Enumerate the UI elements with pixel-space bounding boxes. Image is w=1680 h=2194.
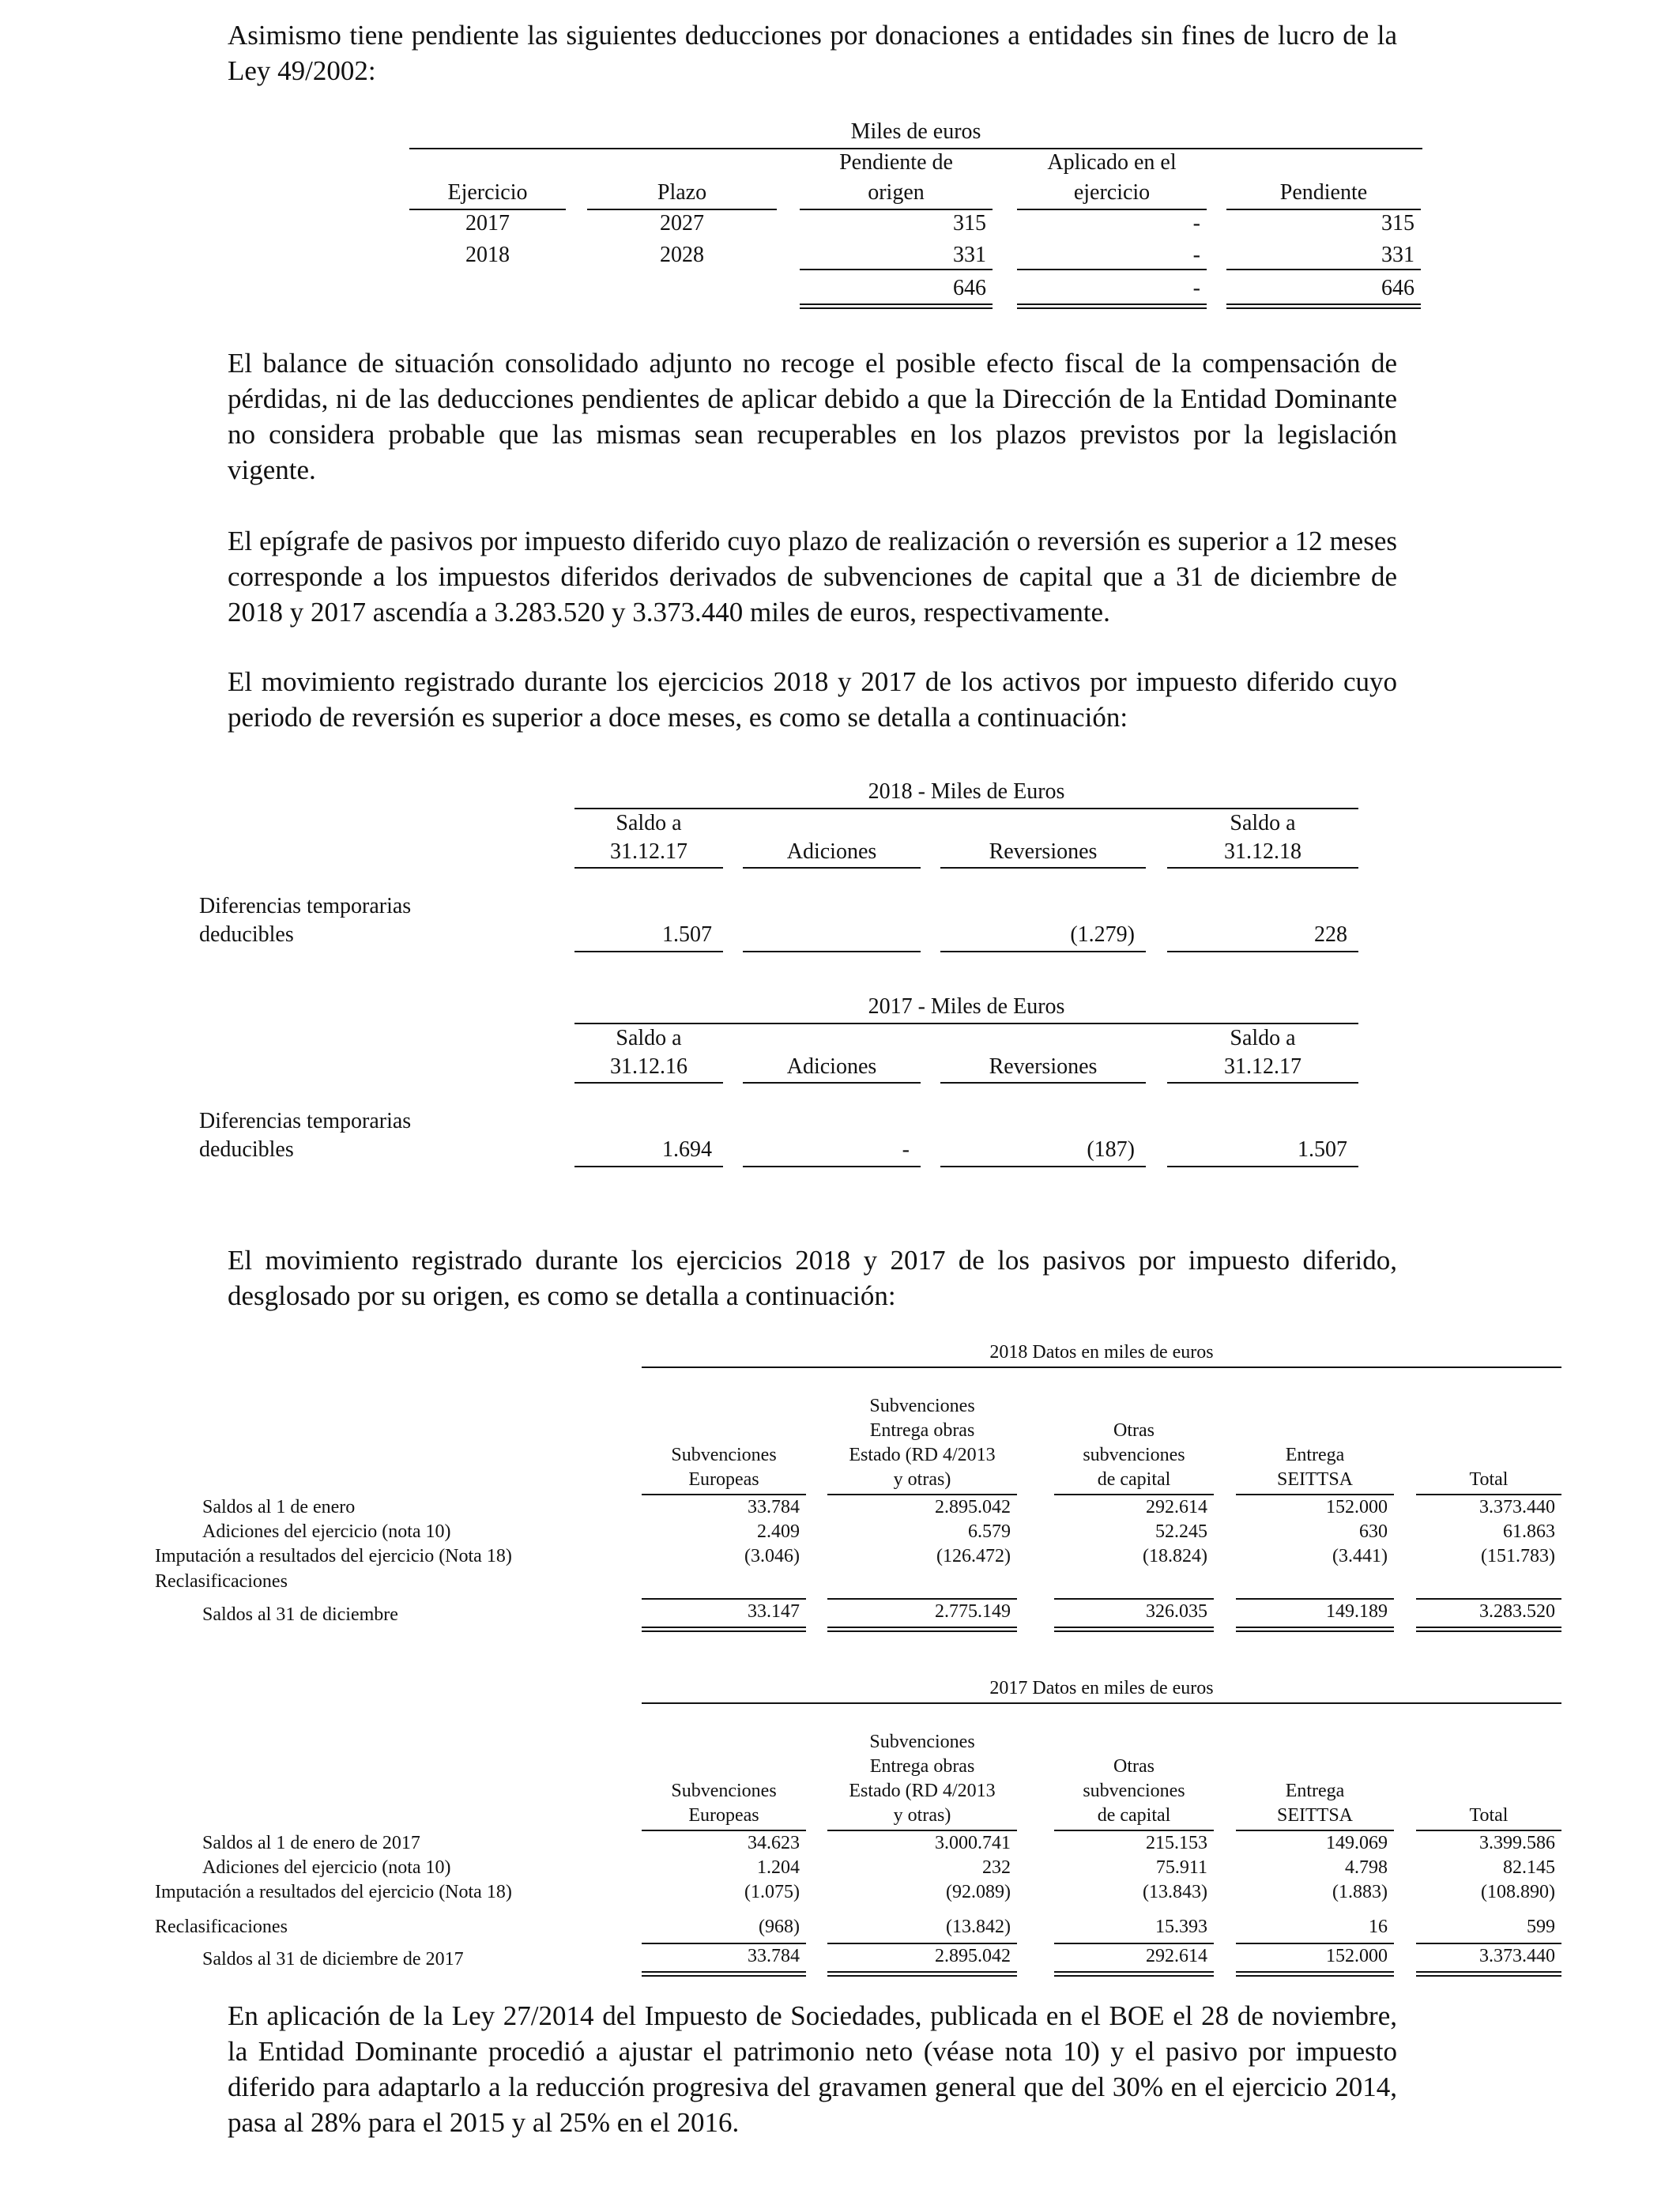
row-label: Diferencias temporarias deducibles bbox=[199, 894, 412, 947]
total-rule bbox=[574, 951, 723, 952]
total-cell: 292.614 bbox=[1146, 1946, 1207, 1966]
column-header: Saldo a 31.12.17 bbox=[1224, 1026, 1301, 1079]
table-cell: - bbox=[902, 1137, 910, 1162]
subtotal-rule bbox=[800, 269, 993, 270]
table-cell: 599 bbox=[1527, 1917, 1555, 1937]
column-header: Reversiones bbox=[989, 839, 1098, 864]
table-cell: 33.784 bbox=[748, 1497, 800, 1517]
table-cell: 2017 bbox=[465, 211, 510, 236]
table-cell: (18.824) bbox=[1143, 1546, 1207, 1566]
table-cell: 75.911 bbox=[1155, 1857, 1207, 1878]
column-header: Saldo a 31.12.18 bbox=[1224, 811, 1301, 864]
table-cell: 2018 bbox=[465, 243, 510, 267]
total-rule bbox=[743, 1166, 921, 1167]
row-label: Saldos al 31 de diciembre de 2017 bbox=[202, 1949, 464, 1970]
header-underline bbox=[574, 867, 723, 869]
table-caption: 2017 - Miles de Euros bbox=[868, 994, 1065, 1019]
total-cell: 33.784 bbox=[748, 1946, 800, 1966]
column-header: Otras subvenciones de capital bbox=[1083, 1420, 1185, 1490]
table-cell: 292.614 bbox=[1146, 1497, 1207, 1517]
table-caption: 2017 Datos en miles de euros bbox=[989, 1678, 1214, 1698]
total-double-rule bbox=[800, 303, 993, 309]
paragraph-ley-27-2014: En aplicación de la Ley 27/2014 del Impuesto de Sociedades, publicada en el BOE el 28 de noviembre, la Entidad Dominante procedió a ajustar el patrimonio neto (véase nota 10) y el pasivo por impuesto diferido para adaptarlo a la reducción progresiva del gravamen general que del 30% en el ejercicio 2014, pasa al 28% para el 2015 y al 25% en el 2016. bbox=[228, 2000, 1397, 2138]
header-underline bbox=[743, 1082, 921, 1084]
total-double-rule bbox=[1226, 303, 1421, 309]
header-underline bbox=[743, 867, 921, 869]
row-label: Adiciones del ejercicio (nota 10) bbox=[202, 1857, 451, 1878]
total-cell: 646 bbox=[953, 276, 986, 300]
table-cell: (13.843) bbox=[1143, 1882, 1207, 1902]
row-label: Imputación a resultados del ejercicio (Nota 18) bbox=[155, 1882, 512, 1902]
total-cell: 326.035 bbox=[1146, 1601, 1207, 1622]
table-cell: 6.579 bbox=[968, 1521, 1011, 1542]
row-label: Diferencias temporarias deducibles bbox=[199, 1109, 412, 1162]
table-cell: 215.153 bbox=[1146, 1833, 1207, 1853]
total-double-rule bbox=[1017, 303, 1207, 309]
table-cell: 3.000.741 bbox=[935, 1833, 1011, 1853]
column-header: Reversiones bbox=[989, 1054, 1098, 1079]
row-label: Saldos al 31 de diciembre bbox=[202, 1604, 398, 1625]
row-label: Imputación a resultados del ejercicio (Nota 18) bbox=[155, 1546, 512, 1566]
table-cell: 1.204 bbox=[757, 1857, 800, 1878]
row-label: Reclasificaciones bbox=[155, 1571, 288, 1592]
column-header: Pendiente bbox=[1279, 180, 1368, 205]
table-cell: (1.279) bbox=[1070, 922, 1135, 947]
subtotal-rule bbox=[1226, 269, 1421, 270]
column-header: Plazo bbox=[657, 180, 707, 205]
table-caption: Miles de euros bbox=[850, 119, 981, 144]
table-cell: 52.245 bbox=[1155, 1521, 1207, 1542]
table-cell: (92.089) bbox=[946, 1882, 1011, 1902]
total-cell: - bbox=[1192, 276, 1200, 300]
paragraph-donaciones: Asimismo tiene pendiente las siguientes deducciones por donaciones a entidades sin fines de lucro de la Ley 49/2002: bbox=[228, 20, 1397, 86]
table-cell: 2027 bbox=[660, 211, 704, 236]
subtotal-rule bbox=[1017, 269, 1207, 270]
column-header: Ejercicio bbox=[447, 180, 528, 205]
table-cell: 1.507 bbox=[1298, 1137, 1347, 1162]
table-cell: (1.075) bbox=[744, 1882, 800, 1902]
table-top-rule bbox=[642, 1702, 1561, 1704]
table-top-rule bbox=[642, 1367, 1561, 1368]
column-header: Aplicado en el ejercicio bbox=[1047, 150, 1177, 205]
total-double-rule bbox=[1054, 1971, 1214, 1977]
column-header: Saldo a 31.12.17 bbox=[610, 811, 687, 864]
table-cell: (968) bbox=[759, 1917, 800, 1937]
total-double-rule bbox=[1236, 1627, 1394, 1632]
total-cell: 2.775.149 bbox=[935, 1601, 1011, 1622]
total-double-rule bbox=[1416, 1627, 1561, 1632]
table-caption: 2018 Datos en miles de euros bbox=[989, 1342, 1214, 1363]
table-cell: (187) bbox=[1087, 1137, 1135, 1162]
column-header: Pendiente de origen bbox=[839, 150, 953, 205]
table-cell: (151.783) bbox=[1481, 1546, 1555, 1566]
table-cell: 16 bbox=[1369, 1917, 1388, 1937]
column-header: Subvenciones Entrega obras Estado (RD 4/2013 y otras) bbox=[849, 1396, 996, 1490]
table-cell: 3.373.440 bbox=[1479, 1497, 1555, 1517]
row-label: Reclasificaciones bbox=[155, 1917, 288, 1937]
paragraph-pasivos-epigrafe: El epígrafe de pasivos por impuesto diferido cuyo plazo de realización o reversión es superior a 12 meses corresponde a los impuestos diferidos derivados de subvenciones de capital que a 31 de diciembre de 2018 y 2017 ascendía a 3.283.520 y 3.373.440 miles de euros, respectivamente. bbox=[228, 526, 1397, 628]
paragraph-balance: El balance de situación consolidado adjunto no recoge el posible efecto fiscal de la compensación de pérdidas, ni de las deducciones pendientes de aplicar debido a que la Dirección de la Entidad Dominante no considera probable que las mismas sean recuperables en los plazos previstos por la legislación vigente. bbox=[228, 348, 1397, 485]
table-cell: (126.472) bbox=[936, 1546, 1011, 1566]
paragraph-movimiento-activos: El movimiento registrado durante los ejercicios 2018 y 2017 de los activos por impuesto diferido cuyo periodo de reversión es superior a doce meses, es como se detalla a continuación: bbox=[228, 666, 1397, 733]
table-cell: 315 bbox=[953, 211, 986, 236]
header-underline bbox=[574, 1082, 723, 1084]
table-cell: 331 bbox=[1381, 243, 1414, 267]
table-cell: (13.842) bbox=[946, 1917, 1011, 1937]
total-cell: 3.283.520 bbox=[1479, 1601, 1555, 1622]
total-double-rule bbox=[642, 1971, 806, 1977]
table-cell: 3.399.586 bbox=[1479, 1833, 1555, 1853]
table-cell: (3.441) bbox=[1332, 1546, 1388, 1566]
table-cell: 2028 bbox=[660, 243, 704, 267]
column-header: Adiciones bbox=[786, 1054, 877, 1079]
header-underline bbox=[1167, 867, 1358, 869]
total-cell: 3.373.440 bbox=[1479, 1946, 1555, 1966]
table-cell: (1.883) bbox=[1332, 1882, 1388, 1902]
table-cell: 61.863 bbox=[1503, 1521, 1555, 1542]
table-cell: (3.046) bbox=[744, 1546, 800, 1566]
table-cell: 331 bbox=[953, 243, 986, 267]
total-rule bbox=[940, 951, 1146, 952]
table-cell: 34.623 bbox=[748, 1833, 800, 1853]
total-rule bbox=[743, 951, 921, 952]
total-cell: 2.895.042 bbox=[935, 1946, 1011, 1966]
table-cell: 15.393 bbox=[1155, 1917, 1207, 1937]
total-rule bbox=[1167, 951, 1358, 952]
table-cell: (108.890) bbox=[1481, 1882, 1555, 1902]
column-header: Entrega SEITTSA bbox=[1277, 1781, 1353, 1826]
column-header: Saldo a 31.12.16 bbox=[610, 1026, 687, 1079]
table-cell: 1.507 bbox=[662, 922, 712, 947]
column-header: Total bbox=[1469, 1469, 1509, 1490]
total-cell: 646 bbox=[1381, 276, 1414, 300]
table-caption: 2018 - Miles de Euros bbox=[868, 779, 1065, 804]
column-header: Entrega SEITTSA bbox=[1277, 1445, 1353, 1490]
table-cell: 228 bbox=[1314, 922, 1347, 947]
paragraph-movimiento-pasivos: El movimiento registrado durante los ejercicios 2018 y 2017 de los pasivos por impuesto diferido, desglosado por su origen, es como se detalla a continuación: bbox=[228, 1245, 1397, 1311]
table-cell: 152.000 bbox=[1326, 1497, 1388, 1517]
column-header: Subvenciones Europeas bbox=[671, 1445, 777, 1490]
column-header: Adiciones bbox=[786, 839, 877, 864]
table-cell: - bbox=[1192, 243, 1200, 267]
total-rule bbox=[1167, 1166, 1358, 1167]
header-underline bbox=[1167, 1082, 1358, 1084]
header-underline bbox=[940, 1082, 1146, 1084]
column-header: Subvenciones Europeas bbox=[671, 1781, 777, 1826]
total-double-rule bbox=[1054, 1627, 1214, 1632]
table-cell: 4.798 bbox=[1345, 1857, 1388, 1878]
total-rule bbox=[574, 1166, 723, 1167]
table-cell: - bbox=[1192, 211, 1200, 236]
table-cell: 630 bbox=[1359, 1521, 1388, 1542]
total-double-rule bbox=[642, 1627, 806, 1632]
table-cell: 149.069 bbox=[1326, 1833, 1388, 1853]
column-header: Subvenciones Entrega obras Estado (RD 4/2013 y otras) bbox=[849, 1732, 996, 1826]
total-double-rule bbox=[827, 1627, 1017, 1632]
total-rule bbox=[940, 1166, 1146, 1167]
table-cell: 2.895.042 bbox=[935, 1497, 1011, 1517]
total-double-rule bbox=[1236, 1971, 1394, 1977]
row-label: Saldos al 1 de enero de 2017 bbox=[202, 1833, 420, 1853]
row-label: Saldos al 1 de enero bbox=[202, 1497, 356, 1517]
total-double-rule bbox=[827, 1971, 1017, 1977]
table-cell: 232 bbox=[982, 1857, 1011, 1878]
column-header: Total bbox=[1469, 1805, 1509, 1826]
row-label: Adiciones del ejercicio (nota 10) bbox=[202, 1521, 451, 1542]
column-header: Otras subvenciones de capital bbox=[1083, 1756, 1185, 1826]
table-cell: 82.145 bbox=[1503, 1857, 1555, 1878]
total-cell: 152.000 bbox=[1326, 1946, 1388, 1966]
table-cell: 315 bbox=[1381, 211, 1414, 236]
total-cell: 149.189 bbox=[1326, 1601, 1388, 1622]
total-cell: 33.147 bbox=[748, 1601, 800, 1622]
table-cell: 1.694 bbox=[662, 1137, 712, 1162]
table-cell: 2.409 bbox=[757, 1521, 800, 1542]
header-underline bbox=[940, 867, 1146, 869]
total-double-rule bbox=[1416, 1971, 1561, 1977]
